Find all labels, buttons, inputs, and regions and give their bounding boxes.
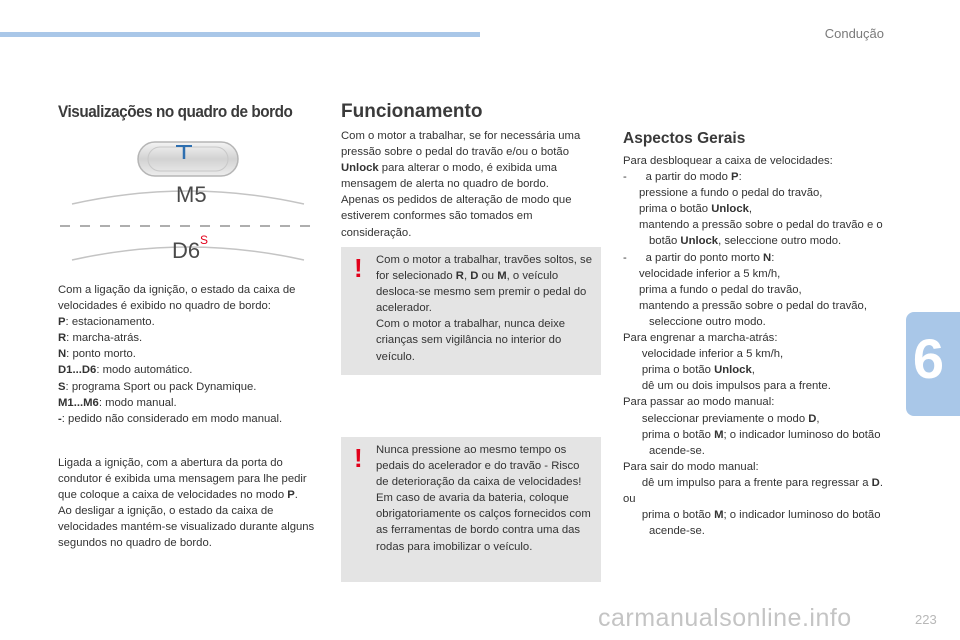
display-legend-block <box>58 282 323 427</box>
list-item: prima o botão Unlock, <box>639 203 753 216</box>
legend-item-m: M1...M6: modo manual. <box>58 396 177 409</box>
operation-paragraph-2: Apenas os pedidos de alteração de modo que estiverem conformes são tomados em consideração. <box>341 194 572 239</box>
display-sport-indicator: S <box>200 233 209 247</box>
ignition-text-block <box>58 455 323 552</box>
section-heading-general: Aspectos Gerais <box>623 130 746 147</box>
list-item: prima o botão M; o indicador luminoso do botão acende-se. <box>641 428 881 457</box>
list-item: pressione a fundo o pedal do travão, <box>639 187 823 200</box>
operation-text-block <box>341 128 601 241</box>
list-item: dê um impulso para a frente para regressar a D. <box>641 476 883 489</box>
legend-item-n: N: ponto morto. <box>58 348 136 361</box>
warning-box-movement <box>341 247 601 375</box>
section-heading-displays: Visualizações no quadro de bordo <box>58 102 293 121</box>
warning-text-pedals: Nunca pressione ao mesmo tempo os pedais do acelerador e do travão - Risco de deterioração da caixa de velocidades! Em caso de avaria da bateria, coloque obrigatoriamente os calços fornecidos com as ferramentas de bordo contra uma das rodas para imobilizar o veículo. <box>376 444 591 553</box>
warning-icon: ! <box>354 443 363 473</box>
list-item: - a partir do ponto morto N: <box>623 251 775 264</box>
gauge-icon <box>138 142 238 176</box>
display-intro: Com a ligação da ignição, o estado da caixa de velocidades é exibido no quadro de bordo: <box>58 284 296 313</box>
manual-exit-intro: Para sair do modo manual: <box>623 460 759 473</box>
list-item: mantendo a pressão sobre o pedal do travão e o botão Unlock, seleccione outro modo. <box>639 219 883 248</box>
chapter-title: Condução <box>824 26 884 41</box>
display-mode-auto: D6 <box>172 238 201 263</box>
list-item: prima a fundo o pedal do travão, <box>639 283 802 296</box>
section-heading-operation: Funcionamento <box>341 101 483 122</box>
manual-intro: Para passar ao modo manual: <box>623 396 775 409</box>
ignition-off-paragraph: Ao desligar a ignição, o estado da caixa de velocidades mantém-se visualizado durante alguns segundos no quadro de bordo. <box>58 505 315 550</box>
list-item: mantendo a pressão sobre o pedal do travão, seleccione outro modo. <box>639 299 867 328</box>
warning-text-movement: Com o motor a trabalhar, travões soltos, se for selecionado R, D ou M, o veículo desloca-se mesmo sem premir o pedal do acelerador. Com o motor a trabalhar, nunca deixe crianças sem vigilância no interior do veículo. <box>376 254 592 363</box>
legend-item-s: S: programa Sport ou pack Dynamique. <box>58 380 257 393</box>
legend-item-p: P: estacionamento. <box>58 316 155 329</box>
unlock-intro: Para desbloquear a caixa de velocidades: <box>623 155 833 167</box>
list-item: dê um ou dois impulsos para a frente. <box>641 380 831 393</box>
watermark: carmanualsonline.info <box>598 604 852 632</box>
page-number: 223 <box>915 612 937 627</box>
warning-icon: ! <box>354 253 363 283</box>
ignition-paragraph: Ligada a ignição, com a abertura da porta do condutor é exibida uma mensagem para lhe pedir que coloque a caixa de velocidades no modo P. <box>58 457 307 502</box>
display-mode-manual: M5 <box>176 182 207 207</box>
top-accent-bar <box>0 32 480 37</box>
list-item: velocidade inferior a 5 km/h, <box>639 267 781 280</box>
legend-item-d: D1...D6: modo automático. <box>58 364 193 377</box>
operation-paragraph-1: Com o motor a trabalhar, se for necessária uma pressão sobre o pedal do travão e/ou o botão Unlock para alterar o modo, é exibida uma mensagem de alerta no quadro de bordo. <box>341 130 581 191</box>
warning-box-pedals <box>341 437 601 582</box>
or-label: ou <box>623 492 636 505</box>
chapter-tab-number: 6 <box>912 327 944 390</box>
list-item: - a partir do modo P: <box>623 171 742 184</box>
legend-item-r: R: marcha-atrás. <box>58 332 143 345</box>
list-item: seleccionar previamente o modo D, <box>641 412 820 425</box>
list-item: prima o botão Unlock, <box>641 364 755 377</box>
reverse-intro: Para engrenar a marcha-atrás: <box>623 332 778 345</box>
list-item: prima o botão M; o indicador luminoso do botão acende-se. <box>641 509 881 538</box>
list-item: velocidade inferior a 5 km/h, <box>641 348 784 361</box>
instrument-panel-figure <box>58 134 320 270</box>
general-text-block <box>623 153 893 539</box>
legend-item-dash: -: pedido não considerado em modo manual. <box>58 412 283 425</box>
